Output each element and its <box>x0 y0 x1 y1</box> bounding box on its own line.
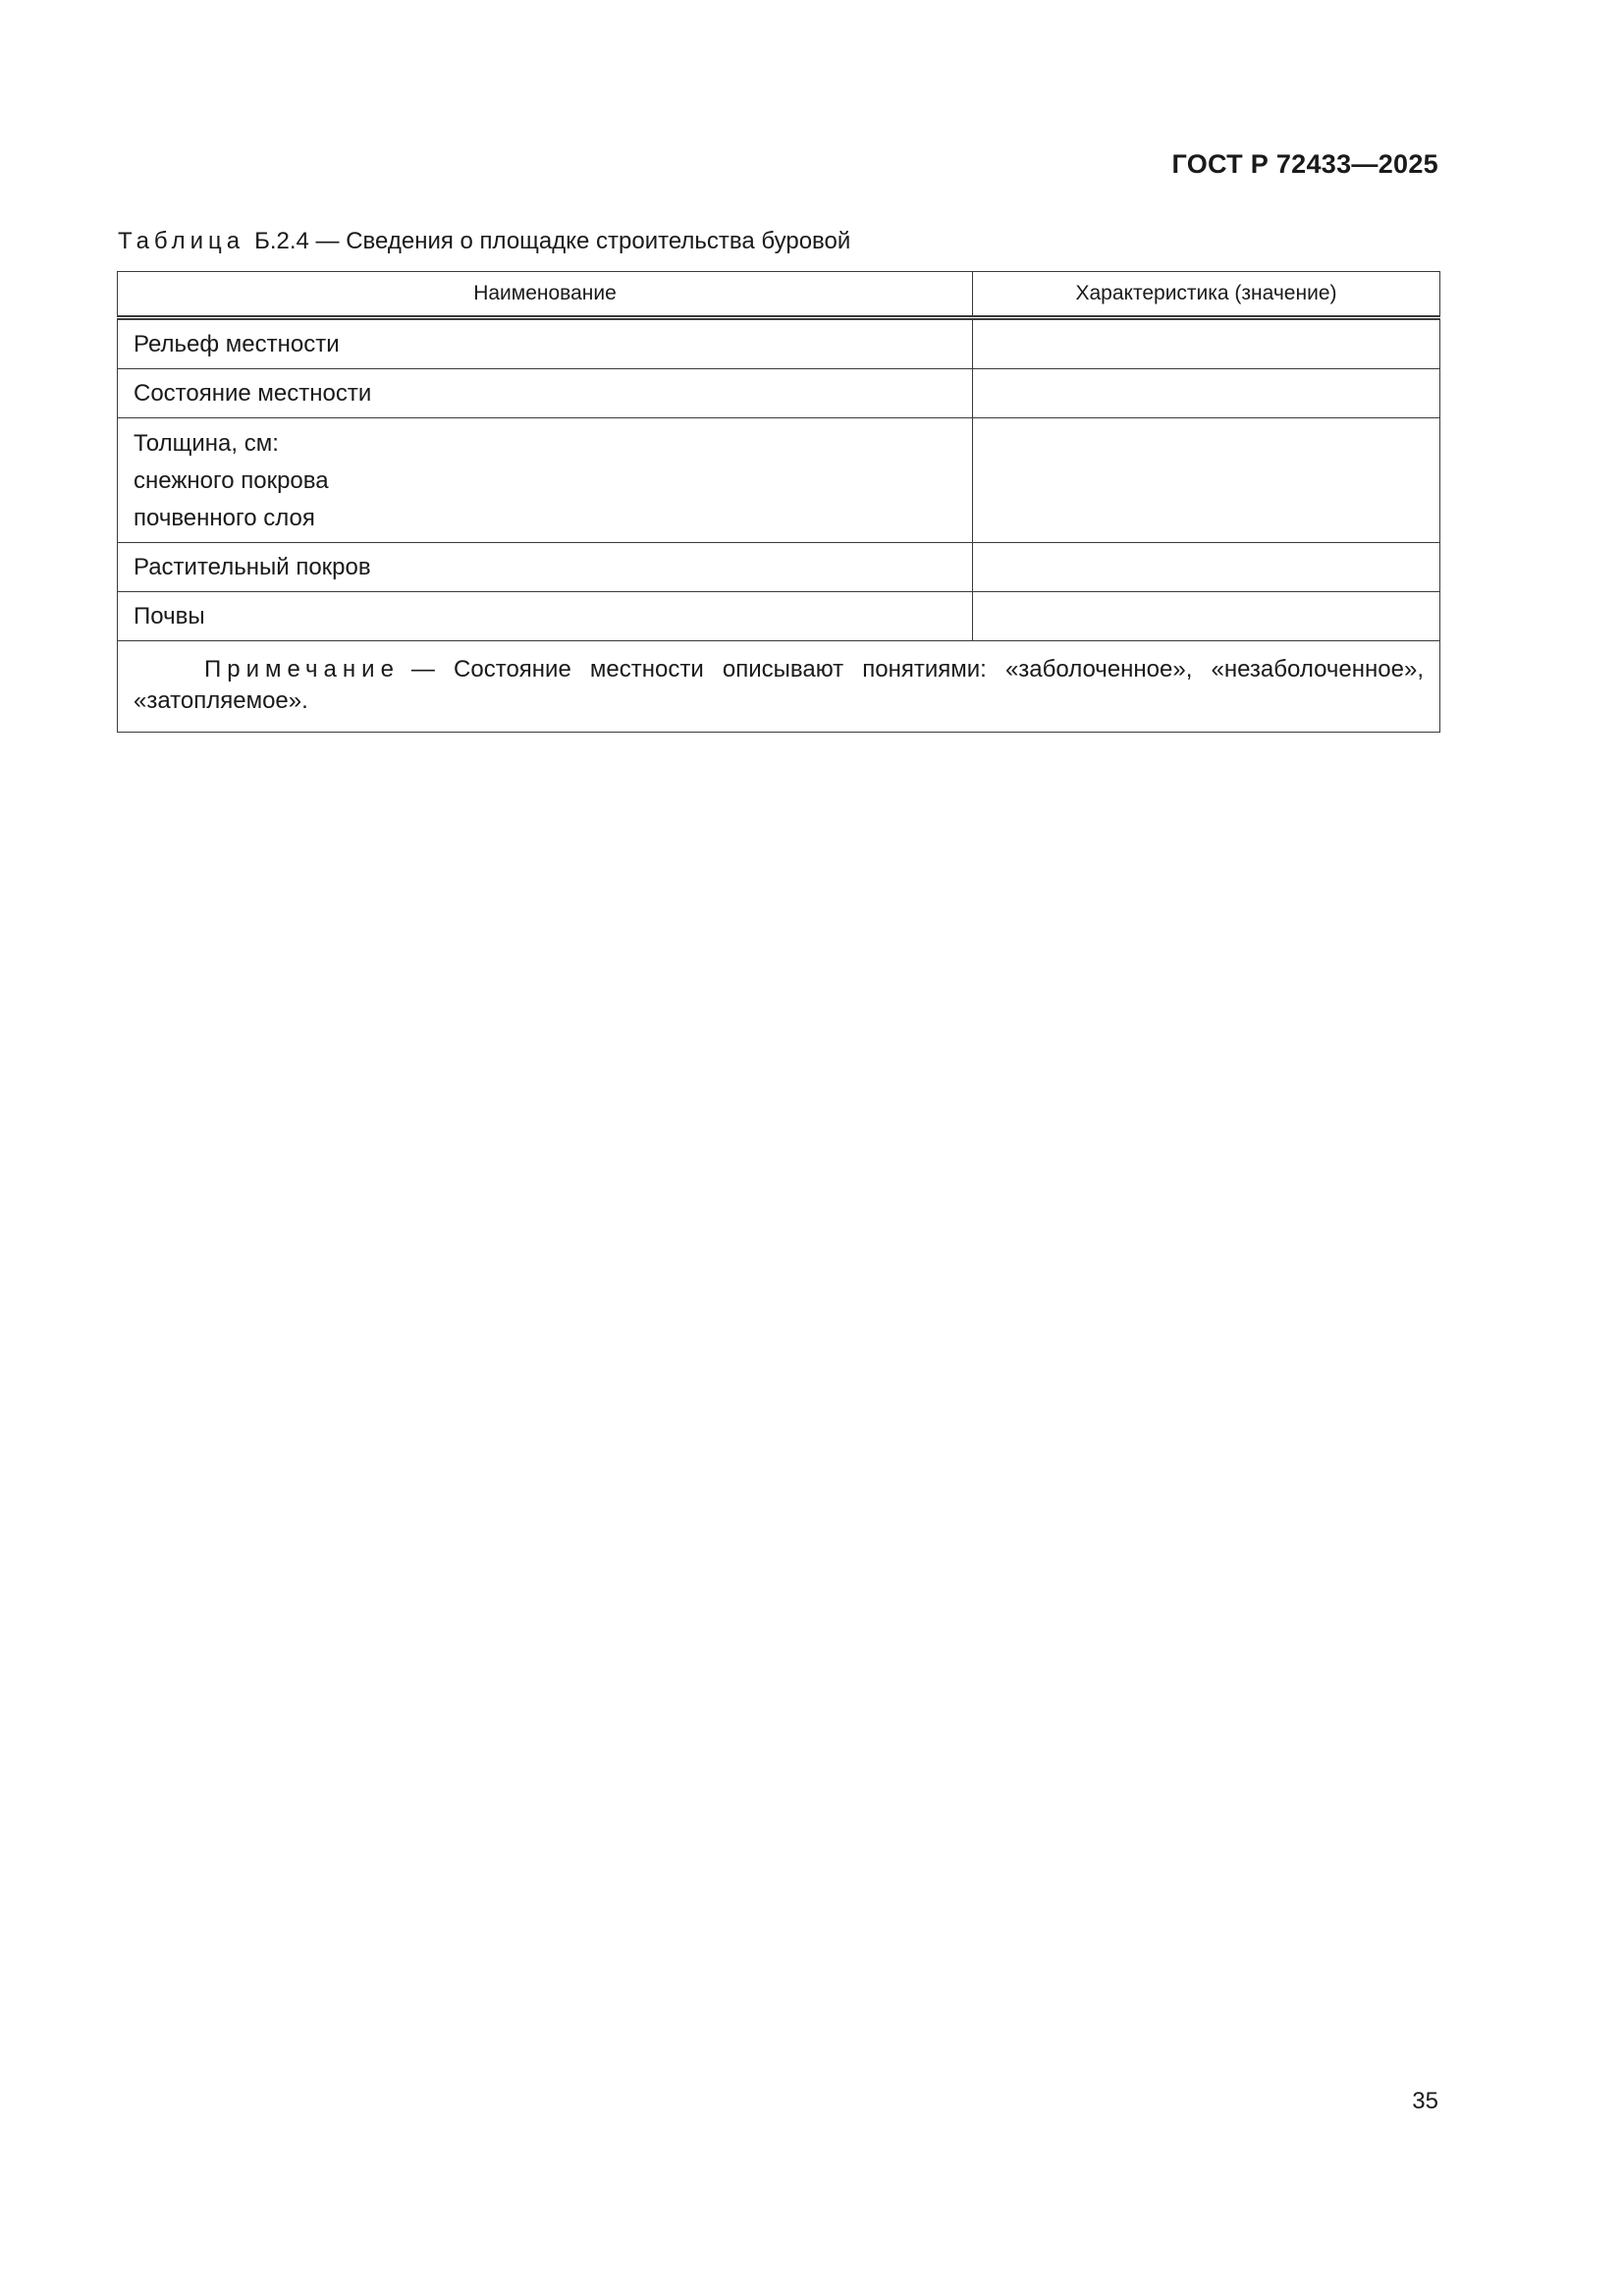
row-value-thickness <box>973 418 1440 543</box>
page-number: 35 <box>1412 2088 1438 2114</box>
row-name-vegetation: Растительный покров <box>118 543 973 592</box>
table-row <box>118 543 1440 592</box>
column-header-name: Наименование <box>118 272 973 318</box>
table-note-row <box>118 641 1440 733</box>
thickness-snow-cover: снежного покрова <box>134 466 329 494</box>
table-row <box>118 592 1440 641</box>
row-name-terrain-state: Состояние местности <box>118 369 973 418</box>
table-note <box>118 641 1440 733</box>
site-info-table <box>117 271 1440 733</box>
table-row <box>118 318 1440 369</box>
table-row <box>118 418 1440 543</box>
note-text: — Состояние местности описывают понятиями: «заболоченное», «незаболоченное», «затопляемое». <box>134 656 1424 714</box>
document-code-header: ГОСТ Р 72433—2025 <box>1171 149 1438 179</box>
column-header-value: Характеристика (значение) <box>973 272 1440 318</box>
row-name-thickness <box>118 418 973 543</box>
row-value-terrain-state <box>973 369 1440 418</box>
row-value-soils <box>973 592 1440 641</box>
table-caption-word: Таблица <box>118 228 245 254</box>
row-name-soils: Почвы <box>118 592 973 641</box>
table-caption-text: Б.2.4 — Сведения о площадке строительства буровой <box>254 228 851 254</box>
thickness-soil-layer: почвенного слоя <box>134 504 315 531</box>
table-row <box>118 369 1440 418</box>
row-value-vegetation <box>973 543 1440 592</box>
thickness-heading: Толщина, см: <box>134 429 279 457</box>
table-caption <box>118 228 850 255</box>
note-label: Примечание <box>204 656 400 683</box>
row-name-relief: Рельеф местности <box>118 318 973 369</box>
table-header-row <box>118 272 1440 318</box>
row-value-relief <box>973 318 1440 369</box>
